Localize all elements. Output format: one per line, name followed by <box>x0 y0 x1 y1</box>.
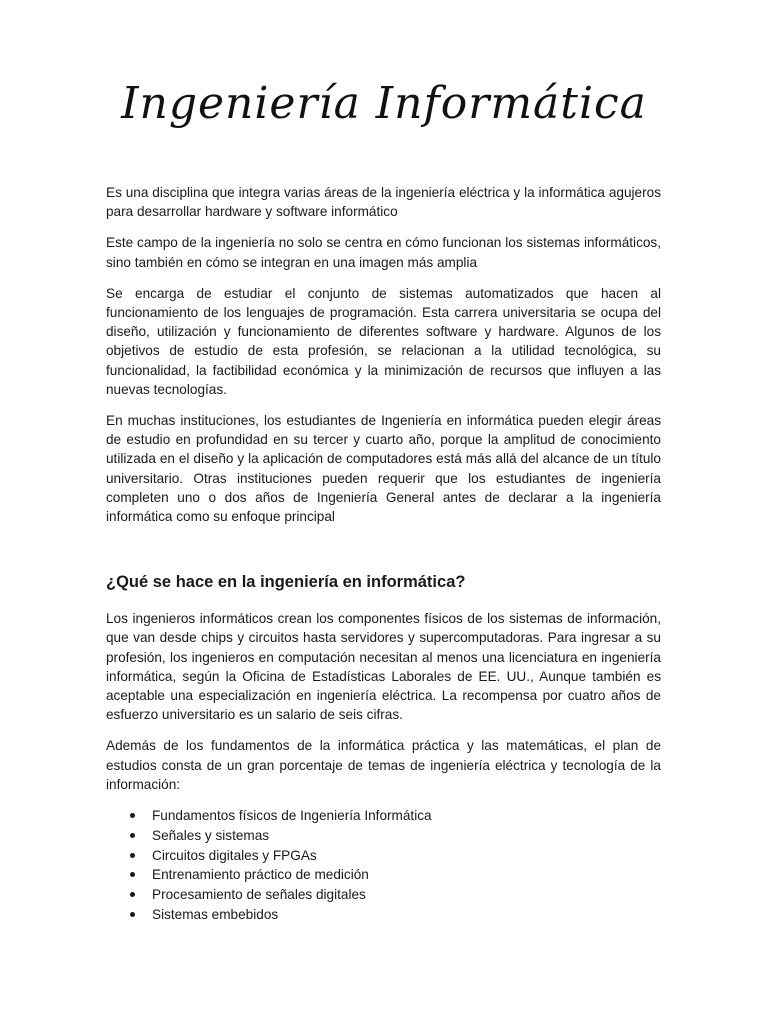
bullet-icon <box>130 912 135 917</box>
bullet-icon <box>130 872 135 877</box>
intro-paragraph: Este campo de la ingeniería no solo se centra en cómo funcionan los sistemas informáticos, sino también en cómo se integran en una imagen más amplia <box>106 235 661 270</box>
list-item <box>106 905 661 925</box>
list-item <box>106 885 661 905</box>
list-item-text: Señales y sistemas <box>152 827 270 843</box>
section-paragraph: Los ingenieros informáticos crean los componentes físicos de los sistemas de información, que van desde chips y circuitos hasta servidores y supercomputadoras. Para ingresar a su profesión, los ingenieros en computación necesitan al menos una licenciatura en ingeniería informática, según la Oficina de Estadísticas Laborales de EE. UU., Aunque también es aceptable una especialización en ingeniería eléctrica. La recompensa por cuatro años de esfuerzo universitario es un salario de seis cifras. <box>106 611 661 723</box>
list-item-text: Sistemas embebidos <box>152 907 279 923</box>
bullet-icon <box>130 813 135 818</box>
list-item <box>106 846 661 866</box>
list-item <box>106 806 661 826</box>
bullet-icon <box>130 853 135 858</box>
list-item-text: Circuitos digitales y FPGAs <box>152 847 317 863</box>
bullet-icon <box>130 892 135 897</box>
bullet-icon <box>130 833 135 838</box>
topics-list <box>106 806 661 925</box>
list-item-text: Entrenamiento práctico de medición <box>152 867 369 883</box>
intro-paragraph: Es una disciplina que integra varias áreas de la ingeniería eléctrica y la informática agujeros para desarrollar hardware y software informático <box>106 185 661 220</box>
list-item <box>106 826 661 846</box>
intro-paragraph: Se encarga de estudiar el conjunto de sistemas automatizados que hacen al funcionamiento de los lenguajes de programación. Esta carrera universitaria se ocupa del diseño, utilización y funcionamiento de diferentes software y hardware. Algunos de los objetivos de estudio de esta profesión, se relacionan a la utilidad tecnológica, su funcionalidad, la factibilidad económica y la minimización de recursos que influyen a las nuevas tecnologías. <box>106 285 661 397</box>
list-item <box>106 865 661 885</box>
document-body <box>106 183 661 925</box>
page-title: Ingeniería Informática <box>121 78 647 129</box>
intro-paragraph: En muchas instituciones, los estudiantes de Ingeniería en informática pueden elegir áreas de estudio en profundidad en su tercer y cuarto año, porque la amplitud de conocimiento utilizada en el diseño y la aplicación de computadores está más allá del alcance de un título universitario. Otras instituciones pueden requerir que los estudiantes de ingeniería completen uno o dos años de Ingeniería General antes de declarar a la ingeniería informática como su enfoque principal <box>106 413 661 525</box>
section-heading: ¿Qué se hace en la ingeniería en informática? <box>106 573 466 592</box>
list-item-text: Procesamiento de señales digitales <box>152 887 366 903</box>
section-paragraph: Además de los fundamentos de la informática práctica y las matemáticas, el plan de estudios consta de un gran porcentaje de temas de ingeniería eléctrica y tecnología de la información: <box>106 738 661 792</box>
list-item-text: Fundamentos físicos de Ingeniería Informática <box>152 808 432 824</box>
